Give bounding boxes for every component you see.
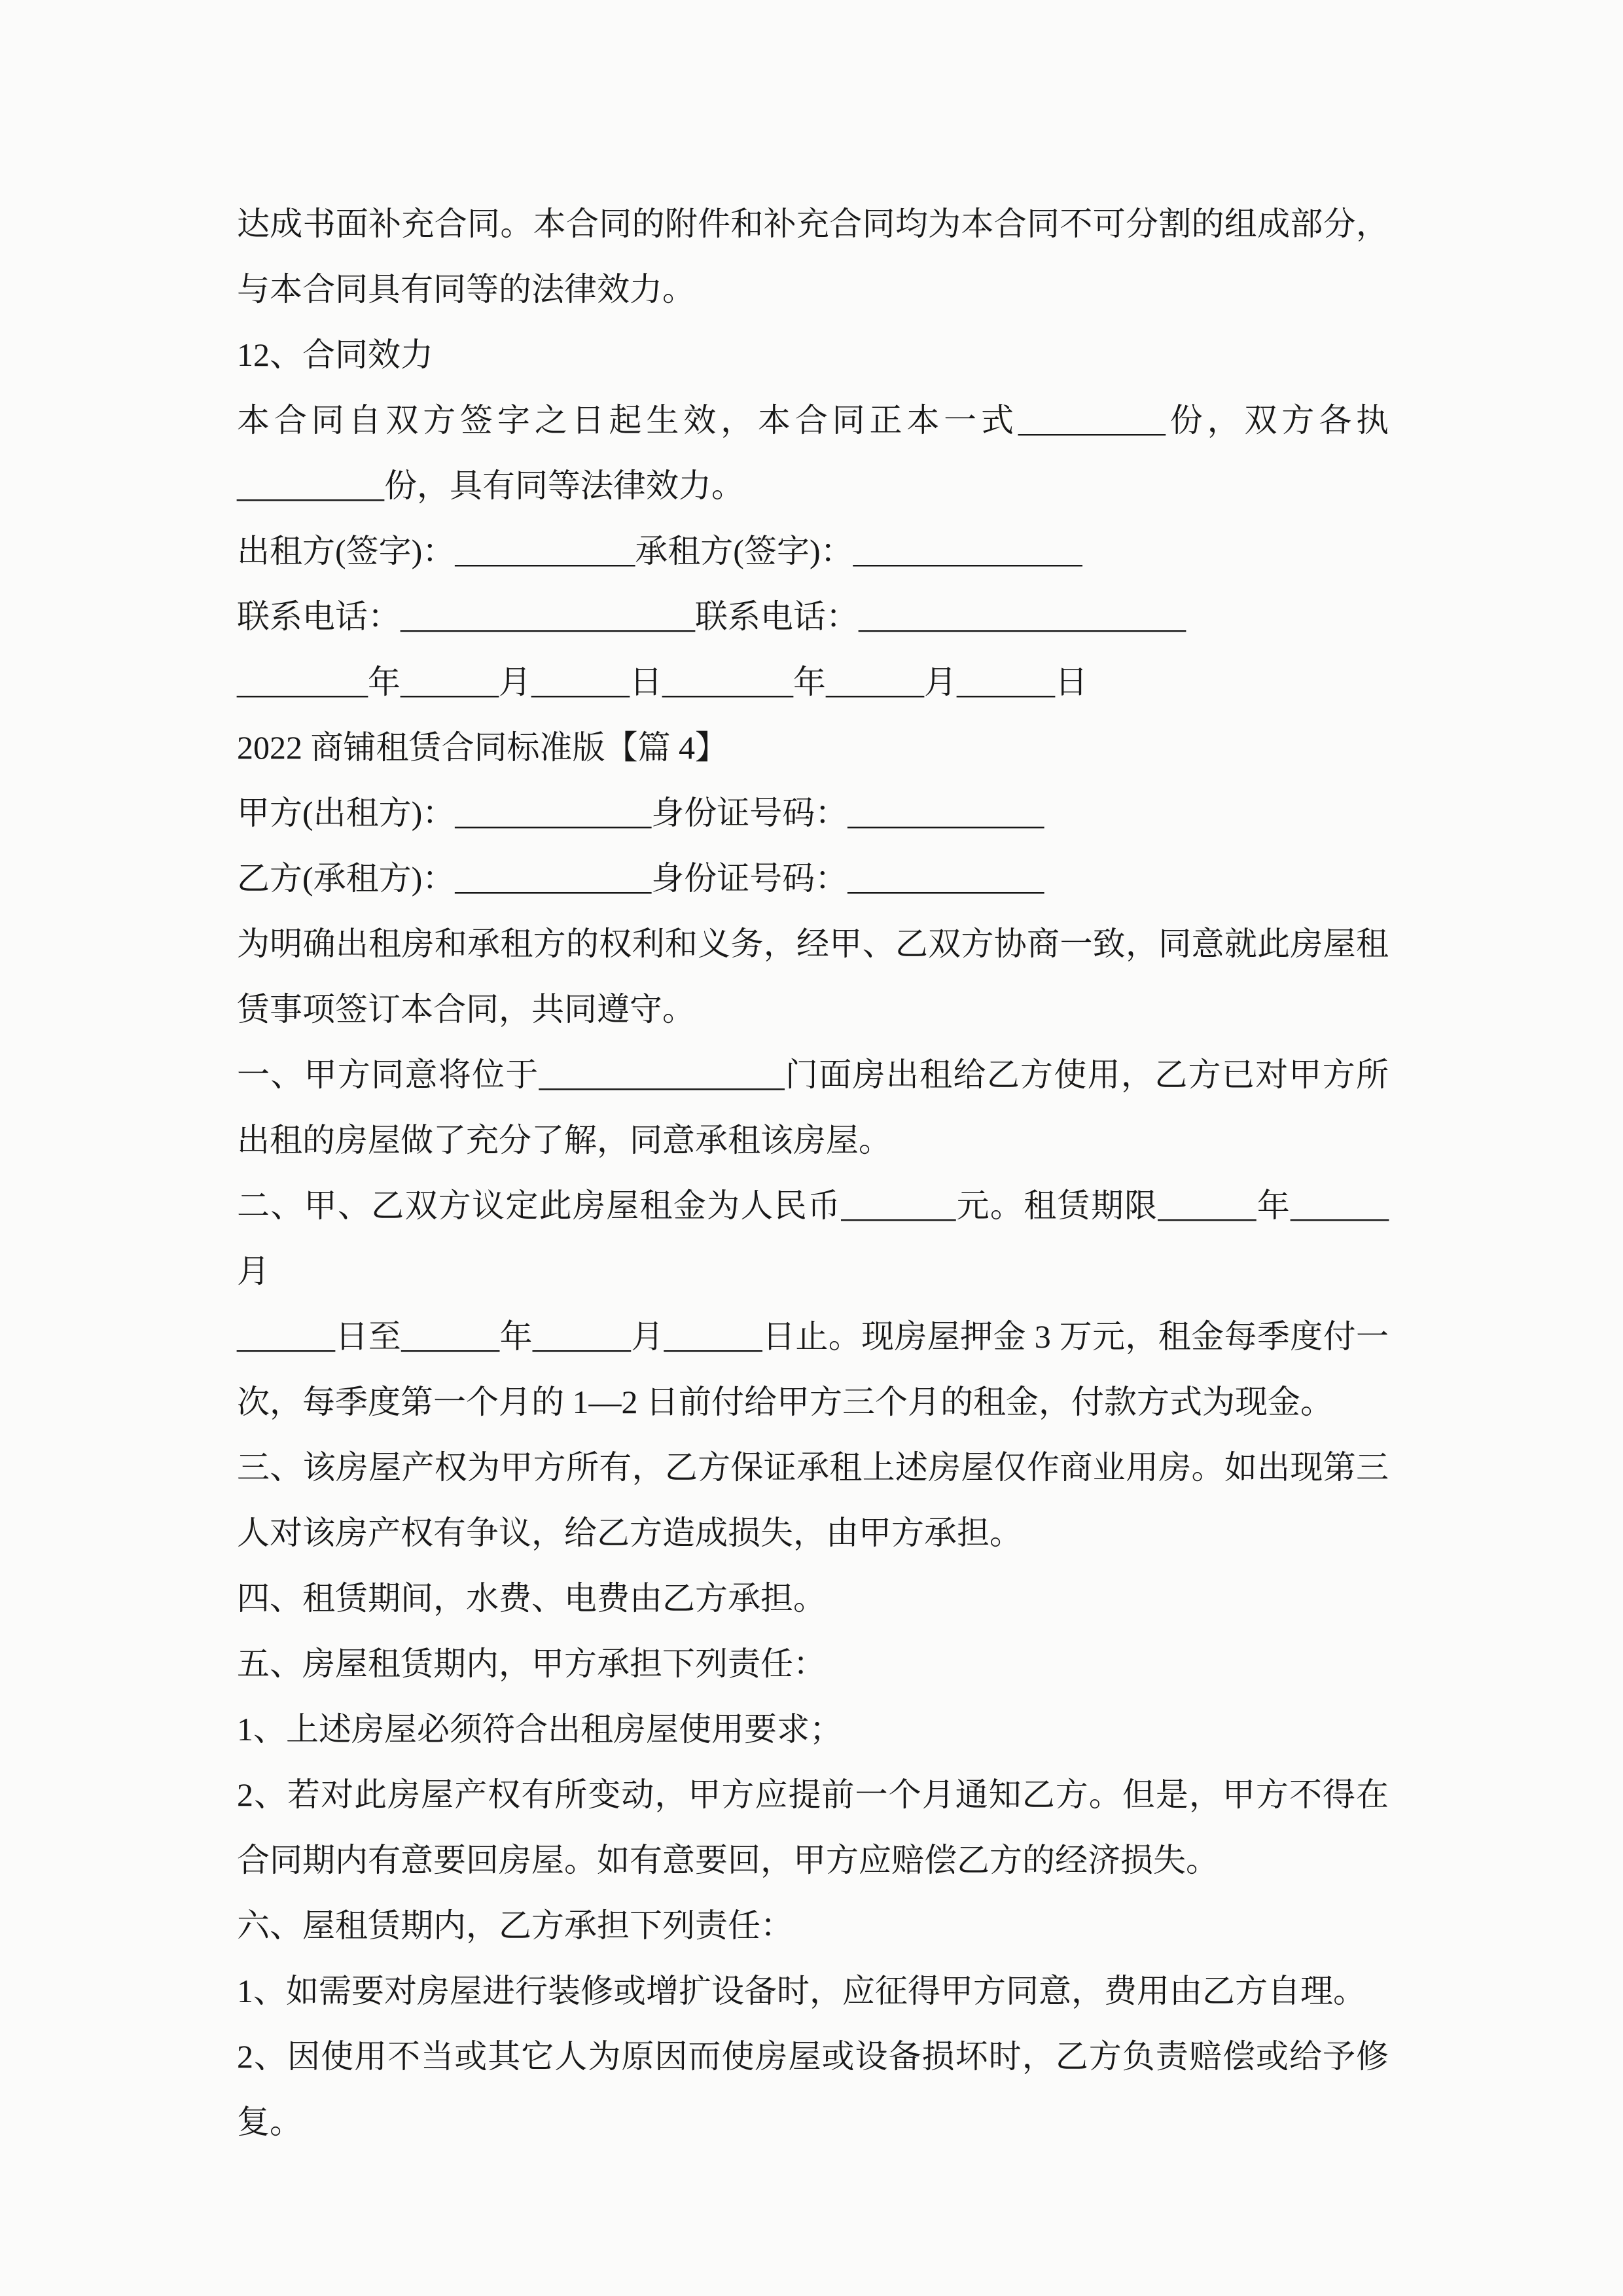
document-line: 甲方(出租方)：____________身份证号码：____________ [237, 795, 1044, 831]
document-line: 二、甲、乙双方议定此房屋租金为人民币_______元。租赁期限______年______月 [237, 1187, 1389, 1289]
document-line: 1、上述房屋必须符合出租房屋使用要求； [237, 1711, 842, 1748]
document-line: 三、该房屋产权为甲方所有，乙方保证承租上述房屋仅作商业用房。如出现第三 [237, 1449, 1389, 1486]
document-line: 赁事项签订本合同，共同遵守。 [237, 991, 695, 1028]
document-line: 2、因使用不当或其它人为原因而使房屋或设备损坏时，乙方负责赔偿或给予修 [237, 2038, 1389, 2075]
document-lines [237, 191, 1389, 2155]
document-line: _________份，具有同等法律效力。 [237, 467, 744, 504]
document-line: 四、租赁期间，水费、电费由乙方承担。 [237, 1580, 826, 1617]
document-line: 一、甲方同意将位于_______________门面房出租给乙方使用，乙方已对甲方所 [237, 1056, 1389, 1093]
document-line: 与本合同具有同等的法律效力。 [237, 271, 695, 308]
document-line: 人对该房产权有争议，给乙方造成损失，由甲方承担。 [237, 1515, 1022, 1551]
document-line: ________年______月______日________年______月______日 [237, 664, 1088, 700]
document-line: 复。 [237, 2104, 302, 2140]
document-line: 乙方(承租方)：____________身份证号码：____________ [237, 860, 1044, 897]
document-line: 达成书面补充合同。本合同的附件和补充合同均为本合同不可分割的组成部分， [237, 206, 1389, 242]
document-line: 12、合同效力 [237, 336, 433, 373]
document-line: 2022 商铺租赁合同标准版【篇 4】 [237, 729, 728, 766]
document-line: 本合同自双方签字之日起生效，本合同正本一式_________份，双方各执 [237, 402, 1389, 439]
document-line: 2、若对此房屋产权有所变动，甲方应提前一个月通知乙方。但是，甲方不得在 [237, 1776, 1389, 1813]
document-line: 为明确出租房和承租方的权利和义务，经甲、乙双方协商一致，同意就此房屋租 [237, 925, 1389, 962]
document-line: 合同期内有意要回房屋。如有意要回，甲方应赔偿乙方的经济损失。 [237, 1842, 1219, 1878]
document-line: 1、如需要对房屋进行装修或增扩设备时，应征得甲方同意，费用由乙方自理。 [237, 1973, 1366, 2009]
document-line: 联系电话：__________________联系电话：____________________ [237, 598, 1186, 635]
document-line: 出租的房屋做了充分了解，同意承租该房屋。 [237, 1122, 891, 1158]
document-line: 次，每季度第一个月的 1—2 日前付给甲方三个月的租金，付款方式为现金。 [237, 1384, 1333, 1420]
document-line: ______日至______年______月______日止。现房屋押金 3 万元，租金每季度付一 [237, 1318, 1389, 1355]
document-line: 六、屋租赁期内，乙方承担下列责任： [237, 1907, 793, 1944]
document-line: 出租方(签字)：___________承租方(签字)：______________ [237, 533, 1082, 569]
document-line: 五、房屋租赁期内，甲方承担下列责任： [237, 1645, 826, 1682]
